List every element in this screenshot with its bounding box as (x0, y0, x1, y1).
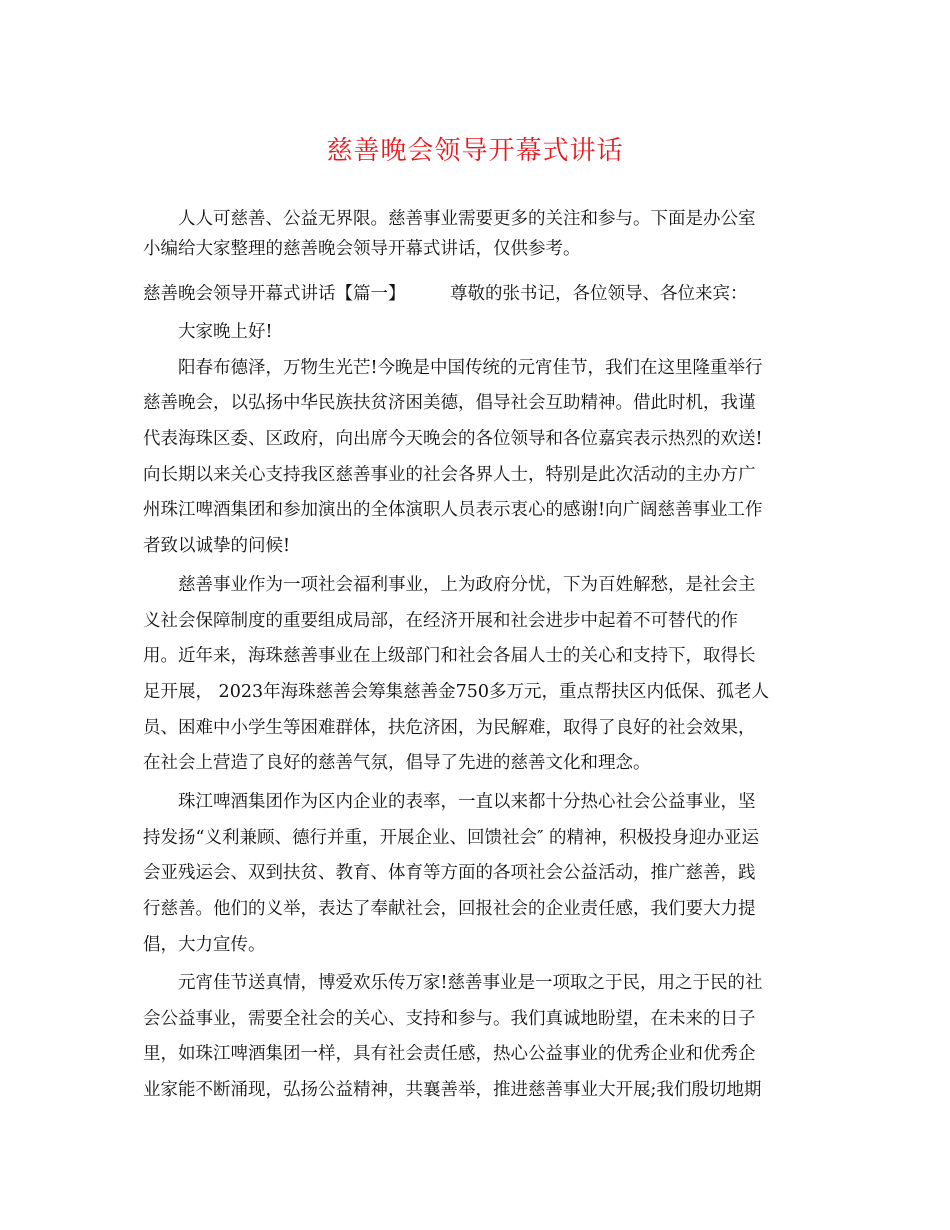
text-line: 慈善事业作为一项社会福利事业，上为政府分忧，下为百姓解愁，是社会主 (178, 575, 756, 595)
text-line: 阳春布德泽，万物生光芒!今晚是中国传统的元宵佳节，我们在这里隆重举行 (178, 358, 763, 378)
text-line: 里，如珠江啤酒集团一样，具有社会责任感，热心公益事业的优秀企业和优秀企 (143, 1044, 756, 1064)
text-line: 代表海珠区委、区政府，向出席今天晚会的各位领导和各位嘉宾表示热烈的欢送! (143, 429, 763, 449)
text-line: 慈善晚会，以弘扬中华民族扶贫济困美德，倡导社会互助精神。借此时机，我谨 (143, 393, 756, 413)
text-line: 大家晚上好! (178, 322, 273, 342)
text-line: 足开展， 2023年海珠慈善会筹集慈善金750多万元，重点帮扶区内低保、孤老人 (143, 682, 769, 702)
text-line: 向长期以来关心支持我区慈善事业的社会各界人士，特别是此次活动的主办方广 (143, 465, 756, 485)
text-line: 持发扬“义利兼顾、德行并重，开展企业、回馈社会″ 的精神，积极投身迎办亚运 (143, 828, 760, 848)
text-line: 者致以诚挚的问候! (143, 536, 291, 556)
text-line: 慈善晚会领导开幕式讲话【篇一】 尊敬的张书记，各位领导、各位来宾： (143, 284, 748, 304)
text-line: 州珠江啤酒集团和参加演出的全体演职人员表示衷心的感谢!向广阔慈善事业工作 (143, 500, 763, 520)
text-line: 在社会上营造了良好的慈善气氛，倡导了先进的慈善文化和理念。 (143, 753, 651, 773)
text-line: 倡，大力宣传。 (143, 935, 266, 955)
text-line: 会亚残运会、双到扶贫、教育、体育等方面的各项社会公益活动，推广慈善，践 (143, 863, 756, 883)
text-line: 人人可慈善、公益无界限。慈善事业需要更多的关注和参与。下面是办公室 (178, 209, 756, 229)
text-line: 会公益事业，需要全社会的关心、支持和参与。我们真诚地盼望，在未来的日子 (143, 1009, 756, 1029)
text-line: 业家能不断涌现，弘扬公益精神，共襄善举，推进慈善事业大开展;我们殷切地期 (143, 1080, 762, 1100)
text-line: 行慈善。他们的义举，表达了奉献社会，回报社会的企业责任感，我们要大力提 (143, 899, 756, 919)
text-line: 员、困难中小学生等困难群体，扶危济困，为民解难，取得了良好的社会效果， (143, 718, 756, 738)
text-line: 用。近年来，海珠慈善事业在上级部门和社会各届人士的关心和支持下，取得长 (143, 646, 756, 666)
text-line: 小编给大家整理的慈善晚会领导开幕式讲话，仅供参考。 (143, 239, 581, 259)
document-title: 慈善晚会领导开幕式讲话 (326, 136, 624, 166)
text-line: 元宵佳节送真情，博爱欢乐传万家!慈善事业是一项取之于民，用之于民的社 (178, 973, 763, 993)
text-line: 义社会保障制度的重要组成局部，在经济开展和社会进步中起着不可替代的作 (143, 611, 738, 631)
text-line: 珠江啤酒集团作为区内企业的表率，一直以来都十分热心社会公益事业，坚 (178, 792, 756, 812)
